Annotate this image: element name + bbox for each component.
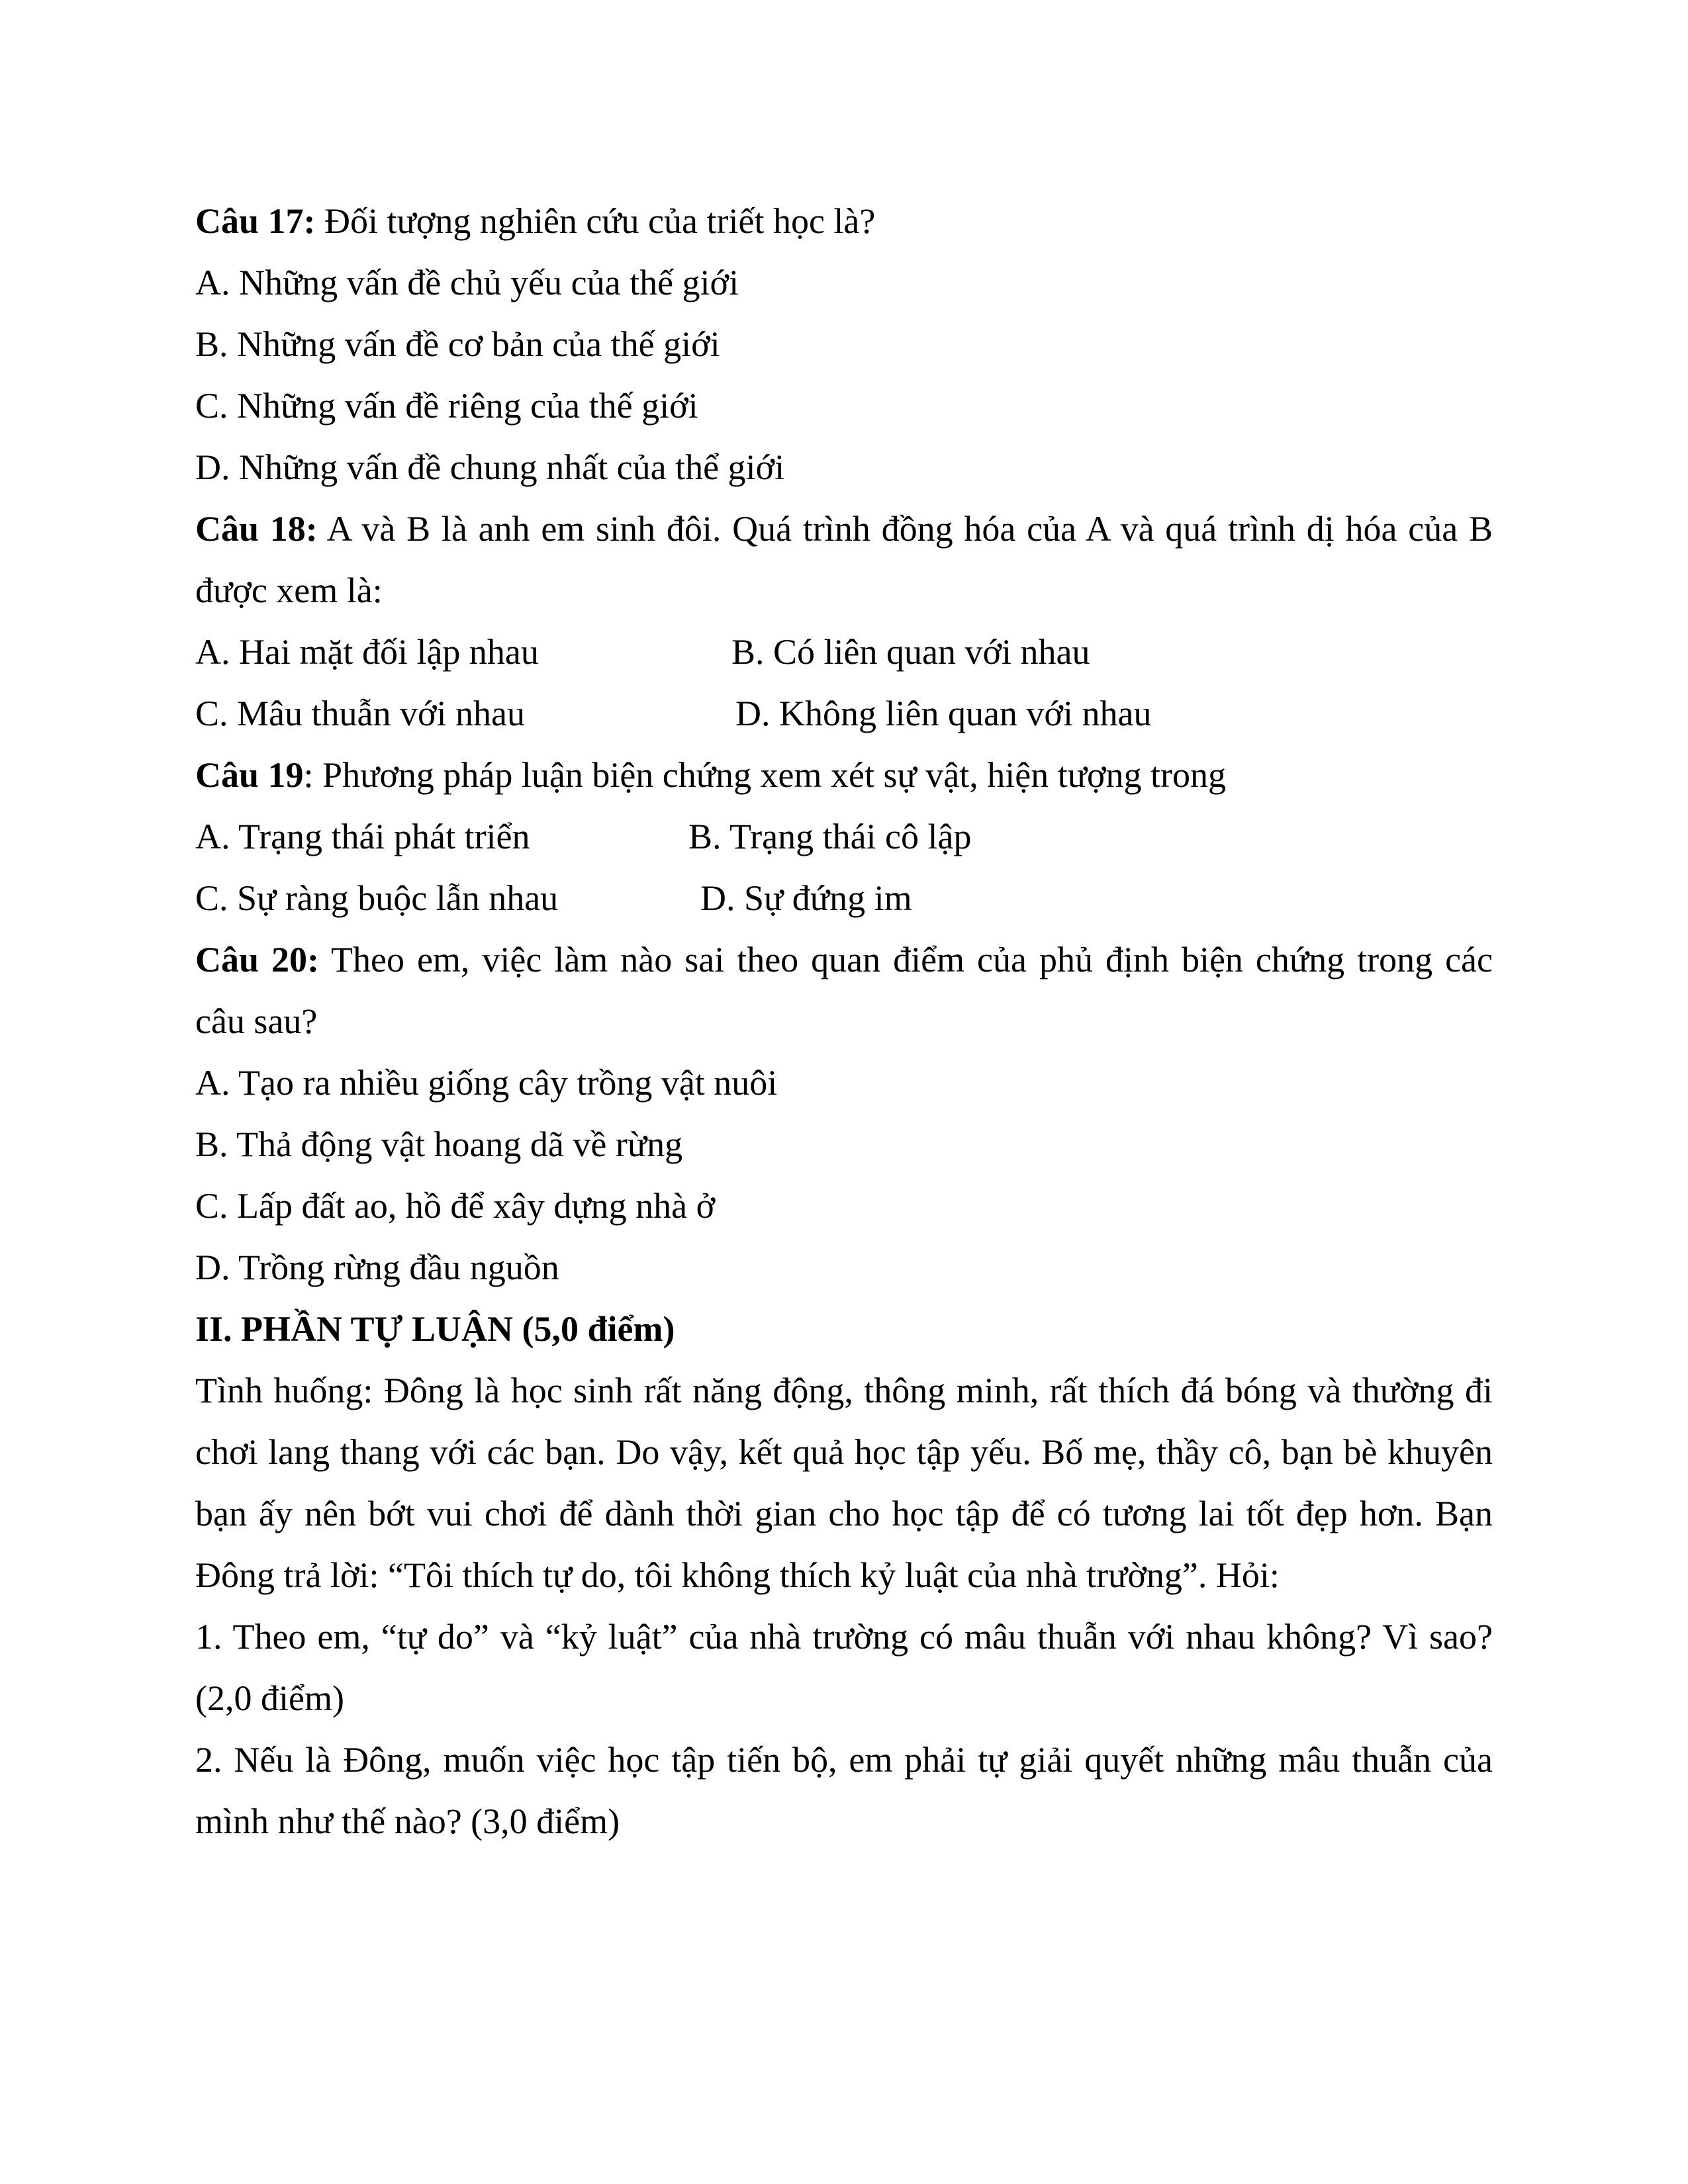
- part-2-heading: II. PHẦN TỰ LUẬN (5,0 điểm): [195, 1309, 675, 1349]
- question-17-option-a: A. Những vấn đề chủ yếu của thế giới: [195, 263, 739, 302]
- exam-page: [195, 191, 1493, 1852]
- question-19-option-a: A. Trạng thái phát triển: [195, 817, 530, 856]
- question-17-option-d: D. Những vấn đề chung nhất của thể giới: [195, 447, 785, 487]
- question-19: [195, 745, 1493, 806]
- situation-line-4: Đông trả lời: “Tôi thích tự do, tôi không thích kỷ luật của nhà trường”. Hỏi:: [195, 1555, 1280, 1595]
- situation-line-1: Tình huống: Đông là học sinh rất năng động, thông minh, rất thích đá bóng và thường đi: [195, 1371, 1493, 1410]
- question-17-option-c: C. Những vấn đề riêng của thế giới: [195, 386, 698, 426]
- question-19-options-row-2: [195, 868, 1493, 929]
- question-18-text-1: A và B là anh em sinh đôi. Quá trình đồng hóa của A và quá trình dị hóa của B: [317, 509, 1493, 549]
- question-20-option-b: B. Thả động vật hoang dã về rừng: [195, 1124, 683, 1164]
- question-20-text-1: Theo em, việc làm nào sai theo quan điểm của phủ định biện chứng trong các: [319, 940, 1493, 979]
- question-20-label: Câu 20:: [195, 940, 319, 979]
- question-17-option-b: B. Những vấn đề cơ bản của thế giới: [195, 324, 720, 364]
- question-20-text-2: câu sau?: [195, 1001, 318, 1041]
- question-18-option-b: B. Có liên quan với nhau: [731, 632, 1090, 672]
- essay-question-2-line-1: 2. Nếu là Đông, muốn việc học tập tiến bộ, em phải tự giải quyết những mâu thuẫn của: [195, 1740, 1493, 1780]
- situation-line-2: chơi lang thang với các bạn. Do vậy, kết quả học tập yếu. Bố mẹ, thầy cô, bạn bè khuyên: [195, 1432, 1493, 1472]
- question-19-label: Câu 19: [195, 755, 304, 795]
- situation-line-3: bạn ấy nên bớt vui chơi để dành thời gian cho học tập để có tương lai tốt đẹp hơn. Bạn: [195, 1494, 1493, 1533]
- question-20: [195, 929, 1493, 991]
- question-20-option-c: C. Lấp đất ao, hồ để xây dựng nhà ở: [195, 1186, 716, 1226]
- question-18-option-d: D. Không liên quan với nhau: [735, 694, 1152, 733]
- question-20-option-d: D. Trồng rừng đầu nguồn: [195, 1248, 559, 1287]
- question-19-option-c: C. Sự ràng buộc lẫn nhau: [195, 878, 559, 918]
- question-18-options-row-2: [195, 683, 1493, 745]
- essay-question-2-line-2: mình như thế nào? (3,0 điểm): [195, 1801, 620, 1841]
- essay-question-1-line-2: (2,0 điểm): [195, 1678, 344, 1718]
- question-18-label: Câu 18:: [195, 509, 318, 549]
- question-18-option-a: A. Hai mặt đối lập nhau: [195, 632, 539, 672]
- question-19-option-d: D. Sự đứng im: [700, 878, 912, 918]
- question-19-option-b: B. Trạng thái cô lập: [688, 817, 972, 856]
- question-17-label: Câu 17:: [195, 201, 316, 241]
- question-19-options-row-1: [195, 806, 1493, 868]
- question-18-text-2: được xem là:: [195, 570, 383, 610]
- question-18: [195, 498, 1493, 560]
- essay-question-1-line-1: 1. Theo em, “tự do” và “kỷ luật” của nhà trường có mâu thuẫn với nhau không? Vì sao?: [195, 1617, 1493, 1657]
- question-17: [195, 191, 1493, 252]
- question-20-option-a: A. Tạo ra nhiều giống cây trồng vật nuôi: [195, 1063, 778, 1103]
- question-17-text: Đối tượng nghiên cứu của triết học là?: [315, 201, 876, 241]
- question-19-text: : Phương pháp luận biện chứng xem xét sự vật, hiện tượng trong: [303, 755, 1227, 795]
- question-18-options-row-1: [195, 621, 1493, 683]
- question-18-option-c: C. Mâu thuẫn với nhau: [195, 694, 525, 733]
